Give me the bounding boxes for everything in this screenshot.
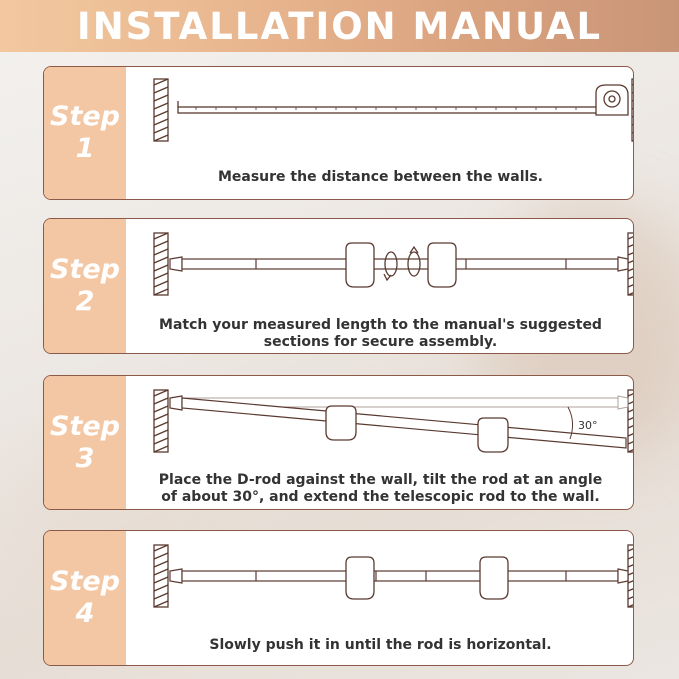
step-word: Step (50, 410, 120, 442)
caption-line: of about 30°, and extend the telescopic rod to the wall. (161, 489, 600, 505)
step-4-card (43, 530, 634, 666)
step-word: Step (50, 101, 120, 132)
step-2-illustration (126, 219, 634, 309)
step-2-caption (126, 317, 634, 351)
telescopic-rod (170, 257, 628, 271)
caption-line: sections for secure assembly. (263, 334, 498, 350)
step-number: 2 (75, 286, 95, 317)
telescopic-rod (170, 569, 628, 583)
step-2-card (43, 218, 634, 354)
step-3-card (43, 375, 634, 510)
step-3-illustration (126, 376, 634, 466)
caption-line: Match your measured length to the manual's suggested (159, 317, 602, 333)
right-wall (632, 79, 634, 141)
step-3-label (44, 376, 126, 509)
left-wall (154, 390, 168, 452)
caption-line: Measure the distance between the walls. (217, 169, 544, 185)
step-3-caption (126, 472, 634, 506)
right-wall (628, 233, 634, 295)
caption-line: Slowly push it in until the rod is horizontal. (209, 637, 552, 653)
step-number: 4 (75, 598, 95, 629)
right-wall (628, 545, 634, 607)
step-word: Step (50, 254, 120, 285)
left-wall (154, 545, 168, 607)
step-1-label (44, 67, 126, 199)
step-2-label (44, 219, 126, 353)
page-title: INSTALLATION MANUAL (76, 4, 603, 48)
right-wall (628, 390, 634, 452)
angle-label: 30° (578, 419, 598, 432)
step-number: 3 (75, 442, 95, 474)
left-wall (154, 79, 168, 141)
caption-line: Place the D-rod against the wall, tilt the rod at an angle (158, 472, 603, 488)
step-1-caption (126, 169, 634, 186)
left-wall (154, 233, 168, 295)
step-1-card (43, 66, 634, 200)
step-1-illustration (126, 67, 634, 147)
step-4-caption (126, 637, 634, 654)
step-word: Step (50, 566, 120, 597)
page-header (0, 0, 679, 52)
step-number: 1 (75, 133, 95, 164)
tape-measure-icon (178, 85, 628, 115)
step-4-illustration (126, 531, 634, 621)
step-4-label (44, 531, 126, 665)
